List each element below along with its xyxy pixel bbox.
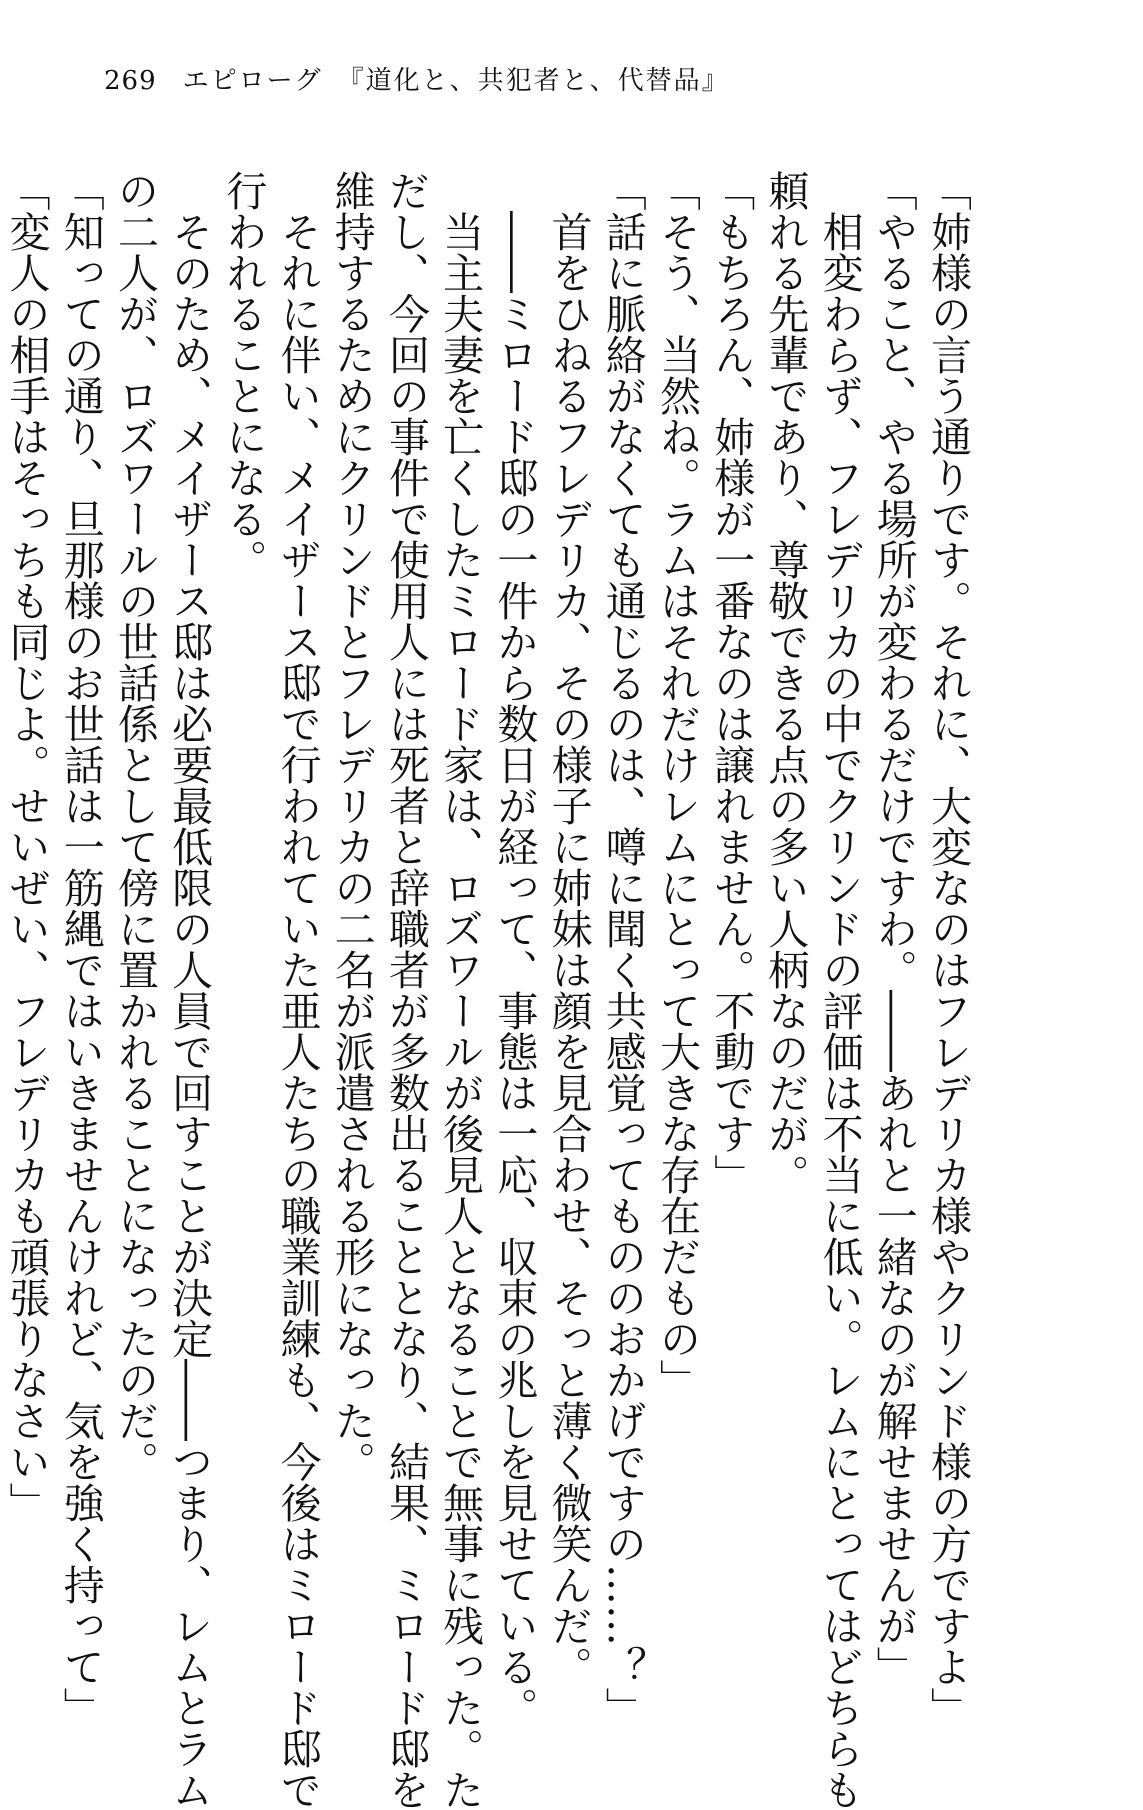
text-line: 頼れる先輩であり、尊敬できる点の多い人柄なのだが。 bbox=[761, 170, 810, 1195]
text-line: ――ミロード邸の一件から数日が経って、事態は一応、収束の兆しを見せている。 bbox=[490, 170, 539, 1728]
text-line: 「もちろん、姉様が一番なのは譲れません。不動です」 bbox=[707, 170, 756, 1195]
text-line: 「変人の相手はそっちも同じよ。せいぜい、フレデリカも頑張りなさい」 bbox=[2, 170, 51, 1523]
text-line: 「知っての通り、旦那様のお世話は一筋縄ではいきませんけれど、気を強く持って」 bbox=[56, 170, 105, 1728]
text-line: 「姉様の言う通りです。それに、大変なのはフレデリカ様やクリンド様の方ですよ」 bbox=[924, 170, 972, 1728]
page-number: 269 bbox=[104, 66, 157, 96]
chapter-title: エピローグ 『道化と、共犯者と、代替品』 bbox=[182, 66, 730, 96]
text-line: 首をひねるフレデリカ、その様子に姉妹は顔を見合わせ、そっと薄く微笑んだ。 bbox=[544, 170, 593, 1687]
text-line: 「話に脈絡がなくても通じるのは、噂に聞く共感覚ってもののおかげですの……？」 bbox=[598, 170, 647, 1728]
running-header bbox=[104, 60, 730, 100]
text-line: の二人が、ロズワールの世話係として傍に置かれることになったのだ。 bbox=[110, 170, 159, 1482]
text-line: 維持するためにクリンドとフレデリカの二名が派遣される形になった。 bbox=[327, 170, 376, 1482]
text-line: 「やること、やる場所が変わるだけですわ。――あれと一緒なのが解せませんが」 bbox=[869, 170, 918, 1687]
text-line: 行われることになる。 bbox=[219, 170, 268, 580]
text-line: 相変わらず、フレデリカの中でクリンドの評価は不当に低い。レムにとってはどちらも bbox=[815, 170, 864, 1810]
text-line: そのため、メイザース邸は必要最低限の人員で回すことが決定――つまり、レムとラム bbox=[165, 170, 214, 1810]
text-line: それに伴い、メイザース邸で行われていた亜人たちの職業訓練も、今後はミロード邸で bbox=[273, 170, 322, 1810]
text-line: 当主夫妻を亡くしたミロード家は、ロズワールが後見人となることで無事に残った。た bbox=[436, 170, 485, 1810]
text-line: だし、今回の事件で使用人には死者と辞職者が多数出ることとなり、結果、ミロード邸を bbox=[381, 170, 430, 1810]
vertical-body-text bbox=[0, 170, 975, 1810]
text-line: 「そう、当然ね。ラムはそれだけレムにとって大きな存在だもの」 bbox=[652, 170, 701, 1400]
